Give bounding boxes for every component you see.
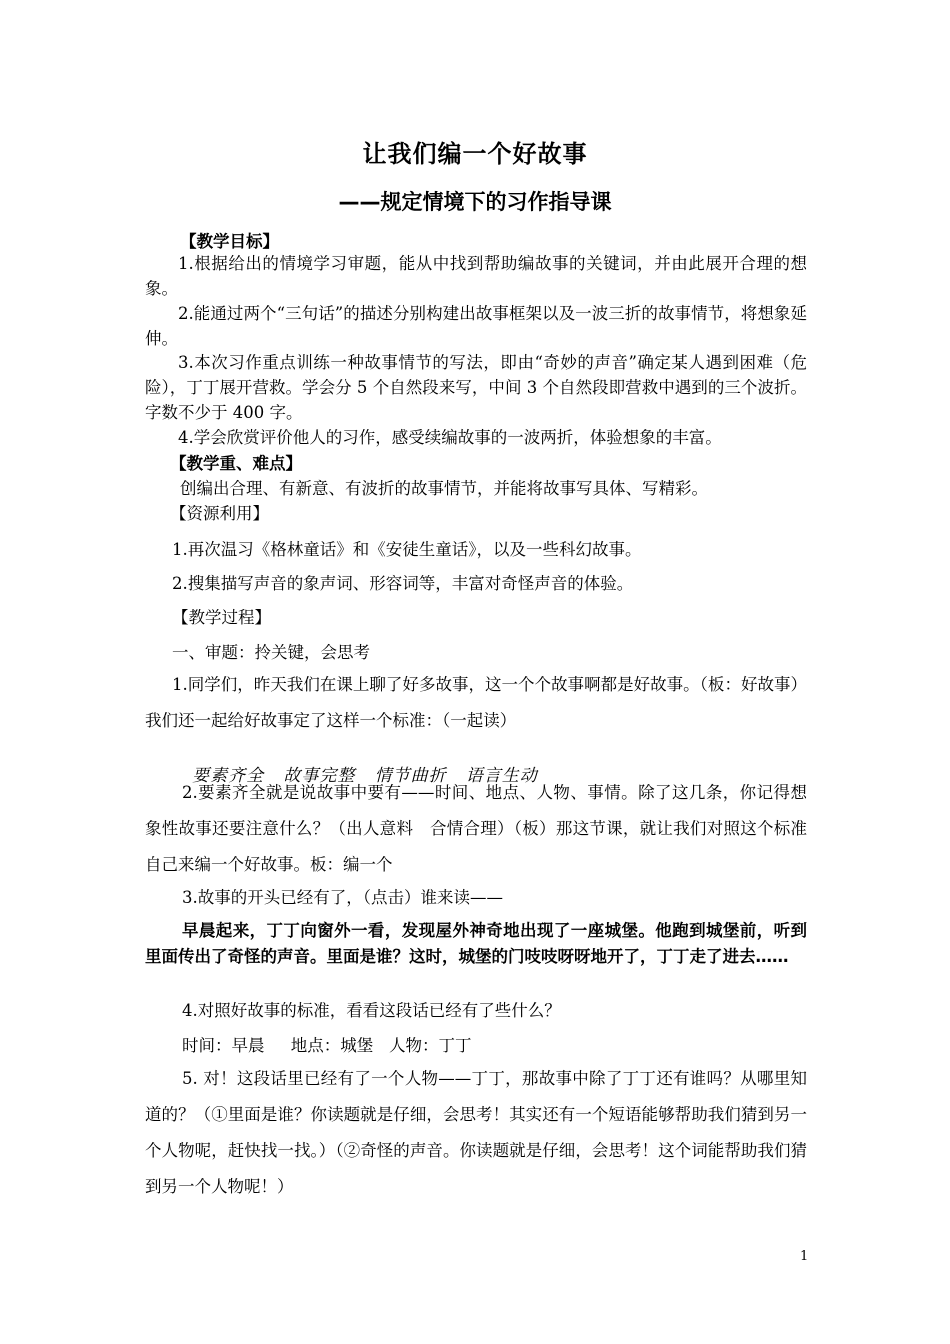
process-paragraph-4: 4.对照好故事的标准，看看这段话已经有了些什么？: [182, 1001, 561, 1020]
resources-heading: 【资源利用】: [170, 504, 269, 523]
goal-item-2: 2.能通过两个“三句话”的描述分别构建出故事框架以及一波三折的故事情节，将想象延伸。: [145, 304, 807, 348]
goal-item-3: 3.本次习作重点训练一种故事情节的写法，即由“奇妙的声音”确定某人遇到困难（危险），丁丁展开营救。学会分 5 个自然段来写，中间 3 个自然段即营救中遇到的三个波折。字数不少于 400 字。: [145, 353, 807, 422]
goal-item-1: 1.根据给出的情境学习审题，能从中找到帮助编故事的关键词，并由此展开合理的想象。: [145, 254, 807, 298]
goal-item-4: 4.学会欣赏评价他人的习作，感受续编故事的一波两折，体验想象的丰富。: [178, 428, 722, 447]
resource-item-2: 2.搜集描写声音的象声词、形容词等，丰富对奇怪声音的体验。: [172, 574, 634, 593]
resource-item-1: 1.再次温习《格林童话》和《安徒生童话》，以及一些科幻故事。: [172, 540, 642, 559]
process-paragraph-2: 2.要素齐全就是说故事中要有——时间、地点、人物、事情。除了这几条，你记得想象性故事还要注意什么？（出人意料 合情合理）（板）那这节课，就让我们对照这个标准自己来编一个好故事。板：编一个: [145, 783, 807, 874]
document-subtitle: ——规定情境下的习作指导课: [338, 190, 612, 214]
process-paragraph-5: 5. 对！这段话里已经有了一个人物——丁丁，那故事中除了丁丁还有谁吗？从哪里知道的？（①里面是谁？你读题就是仔细，会思考！其实还有一个短语能够帮助我们猜到另一个人物呢，赶快找一找。）（②奇怪的声音。你读题就是仔细，会思考！这个词能帮助我们猜到另一个人物呢！）: [145, 1069, 807, 1196]
process-paragraph-1: 1.同学们，昨天我们在课上聊了好多故事，这一个个故事啊都是好故事。（板：好故事）我们还一起给好故事定了这样一个标准：（一起读）: [145, 675, 807, 730]
process-heading: 【教学过程】: [172, 608, 271, 627]
section-1-heading: 一、审题：拎关键，会思考: [172, 643, 370, 662]
story-opening: 早晨起来，丁丁向窗外一看，发现屋外神奇地出现了一座城堡。他跑到城堡前，听到里面传出了奇怪的声音。里面是谁？这时，城堡的门吱吱呀呀地开了，丁丁走了进去……: [145, 921, 807, 966]
page-number: 1: [800, 1249, 809, 1264]
goals-heading: 【教学目标】: [180, 232, 279, 251]
process-paragraph-3: 3.故事的开头已经有了，（点击）谁来读——: [182, 888, 503, 907]
key-points-heading: 【教学重、难点】: [170, 454, 302, 473]
story-elements: 时间：早晨 地点：城堡 人物：丁丁: [182, 1036, 472, 1055]
key-points-text: 创编出合理、有新意、有波折的故事情节，并能将故事写具体、写精彩。: [180, 479, 708, 498]
standards-text: 要素齐全 故事完整 情节曲折 语言生动: [192, 766, 538, 786]
document-title: 让我们编一个好故事: [362, 140, 588, 168]
